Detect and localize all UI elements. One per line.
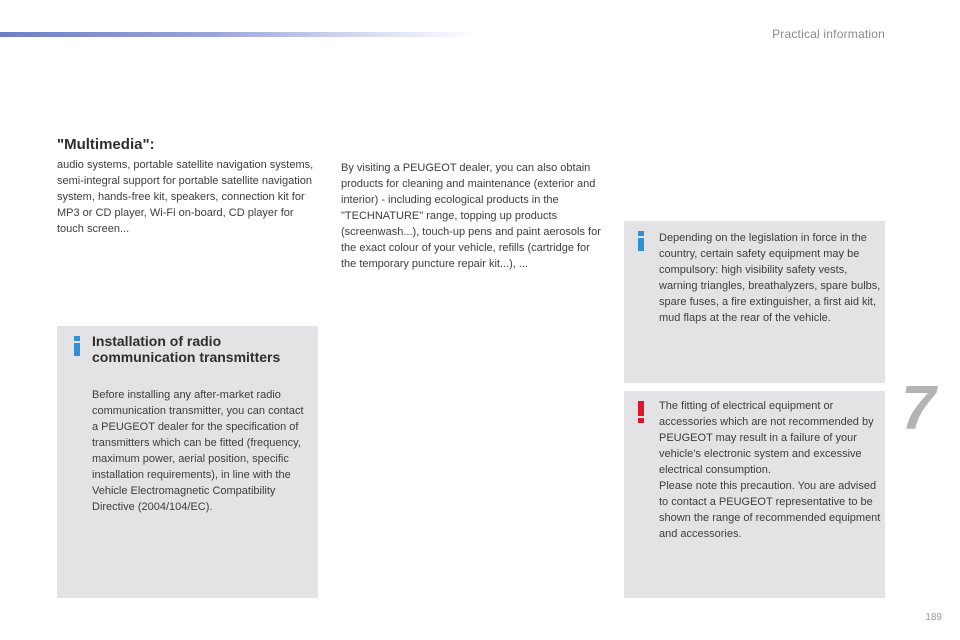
- warning-text-2: Please note this precaution. You are advised to contact a PEUGEOT representative to be shown the range of recommended equipment and accessories.: [659, 480, 881, 540]
- section-title: Practical information: [772, 27, 885, 41]
- warning-text-1: The fitting of electrical equipment or accessories which are not recommended by PEUGEOT may result in a failure of your vehicle's electronic system and excessive electrical consumption.: [659, 400, 874, 476]
- radio-transmitters-box: [57, 326, 318, 598]
- warning-box-text: [659, 398, 884, 542]
- radio-box-title: Installation of radio communication transmitters: [92, 333, 281, 365]
- radio-box-text: Before installing any after-market radio communication transmitter, you can contact a PEUGEOT dealer for the specification of transmitters which can be fitted (frequency, maximum power, aerial position, specific installation requirements), in line with the Vehicle Electromagnetic Compatibility Directive (2004/104/EC).: [92, 389, 304, 513]
- multimedia-text: audio systems, portable satellite navigation systems, semi-integral support for portable satellite navigation system, hands-free kit, speakers, connection kit for MP3 or CD player, Wi-Fi on-board, CD player for touch screen...: [57, 159, 314, 235]
- multimedia-heading: "Multimedia":: [57, 136, 155, 153]
- safety-equipment-info-box: [624, 221, 885, 383]
- electrical-equipment-warning-box: [624, 391, 885, 598]
- info-icon: [638, 231, 644, 251]
- info-box-text: Depending on the legislation in force in the country, certain safety equipment may be compulsory: high visibility safety vests, warning triangles, breathalyzers, spare bulbs, spare fuses, a fire extinguisher, a first aid kit, mud flaps at the rear of the vehicle.: [659, 232, 881, 324]
- info-icon: [74, 336, 80, 356]
- header-accent-bar: [0, 32, 480, 37]
- warning-icon: [638, 401, 644, 423]
- dealer-products-text: By visiting a PEUGEOT dealer, you can also obtain products for cleaning and maintenance (exterior and interior) - including ecological products in the "TECHNATURE" range, topping up products (screenwash...), touch-up pens and paint aerosols for the exact colour of your vehicle, refills (cartridge for the temporary puncture repair kit...), ...: [341, 162, 601, 270]
- chapter-number: 7: [901, 374, 936, 443]
- page-number: 189: [925, 612, 942, 623]
